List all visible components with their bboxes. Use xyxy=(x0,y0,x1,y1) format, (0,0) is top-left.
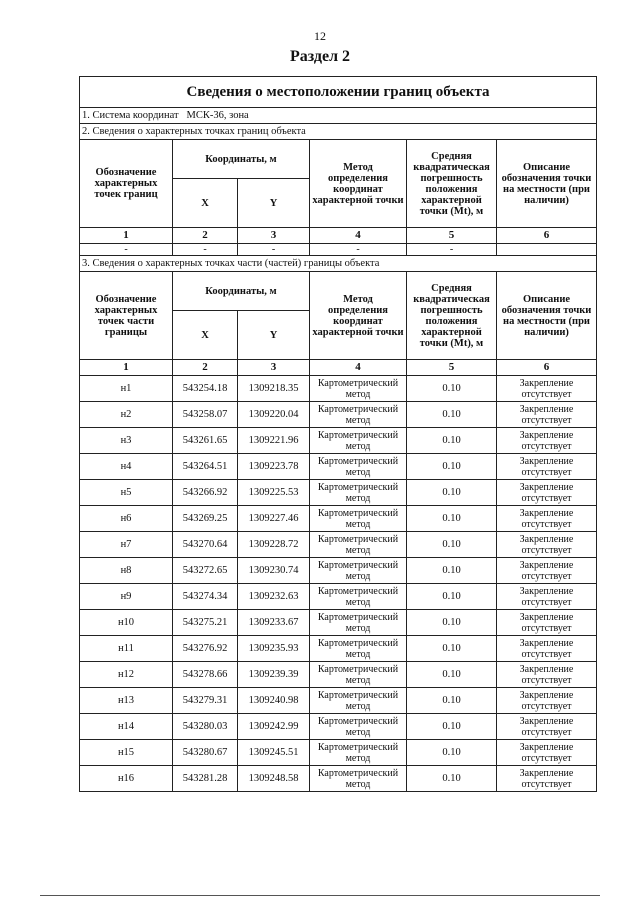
table-row xyxy=(80,584,597,610)
cell-error: 0.10 xyxy=(407,532,497,558)
header1-error: Средняя квадратическая погрешность положения характерной точки (Mt), м xyxy=(407,140,497,228)
dash-cell: - xyxy=(407,244,497,256)
cell-description: Закрепление отсутствует xyxy=(497,714,597,740)
header2-error: Средняя квадратическая погрешность положения характерной точки (Mt), м xyxy=(407,272,497,360)
col-num: 6 xyxy=(497,228,597,244)
cell-error: 0.10 xyxy=(407,558,497,584)
coordinate-system-value: МСК-36, зона xyxy=(186,110,249,121)
cell-coord-y: 1309230.74 xyxy=(238,558,310,584)
header1-description: Описание обозначения точки на местности (при наличии) xyxy=(497,140,597,228)
table-row xyxy=(80,766,597,792)
cell-point-id: н11 xyxy=(80,636,173,662)
cell-coord-x: 543254.18 xyxy=(173,376,238,402)
cell-coord-x: 543280.67 xyxy=(173,740,238,766)
cell-error: 0.10 xyxy=(407,584,497,610)
table-row xyxy=(80,740,597,766)
cell-error: 0.10 xyxy=(407,662,497,688)
cell-coord-x: 543281.28 xyxy=(173,766,238,792)
cell-method: Картометрический метод xyxy=(310,454,407,480)
section2-caption: 2. Сведения о характерных точках границ объекта xyxy=(80,124,597,140)
header2-designation: Обозначение характерных точек части границы xyxy=(80,272,173,360)
cell-method: Картометрический метод xyxy=(310,428,407,454)
cell-coord-x: 543272.65 xyxy=(173,558,238,584)
cell-description: Закрепление отсутствует xyxy=(497,428,597,454)
cell-description: Закрепление отсутствует xyxy=(497,688,597,714)
header1-x: X xyxy=(173,179,238,228)
coordinate-system xyxy=(80,108,597,124)
cell-coord-x: 543278.66 xyxy=(173,662,238,688)
cell-method: Картометрический метод xyxy=(310,766,407,792)
cell-coord-y: 1309220.04 xyxy=(238,402,310,428)
table-row xyxy=(80,714,597,740)
cell-error: 0.10 xyxy=(407,402,497,428)
cell-description: Закрепление отсутствует xyxy=(497,376,597,402)
cell-coord-x: 543280.03 xyxy=(173,714,238,740)
cell-error: 0.10 xyxy=(407,610,497,636)
cell-point-id: н4 xyxy=(80,454,173,480)
table-row xyxy=(80,428,597,454)
cell-description: Закрепление отсутствует xyxy=(497,506,597,532)
cell-method: Картометрический метод xyxy=(310,662,407,688)
cell-error: 0.10 xyxy=(407,480,497,506)
cell-point-id: н5 xyxy=(80,480,173,506)
page-bottom-rule xyxy=(40,895,600,896)
cell-coord-x: 543269.25 xyxy=(173,506,238,532)
cell-point-id: н15 xyxy=(80,740,173,766)
cell-point-id: н9 xyxy=(80,584,173,610)
page-number: 12 xyxy=(314,29,326,43)
table-title: Сведения о местоположении границ объекта xyxy=(80,77,597,108)
cell-coord-y: 1309228.72 xyxy=(238,532,310,558)
cell-method: Картометрический метод xyxy=(310,376,407,402)
cell-coord-y: 1309218.35 xyxy=(238,376,310,402)
table-row xyxy=(80,558,597,584)
section3-caption-row xyxy=(80,256,597,272)
cell-coord-y: 1309248.58 xyxy=(238,766,310,792)
header2-coords: Координаты, м xyxy=(173,272,310,311)
col-num: 6 xyxy=(497,360,597,376)
col-num: 1 xyxy=(80,360,173,376)
cell-coord-y: 1309245.51 xyxy=(238,740,310,766)
cell-coord-x: 543275.21 xyxy=(173,610,238,636)
cell-coord-x: 543279.31 xyxy=(173,688,238,714)
cell-coord-x: 543274.34 xyxy=(173,584,238,610)
table-row xyxy=(80,610,597,636)
cell-coord-y: 1309232.63 xyxy=(238,584,310,610)
coordinate-system-row xyxy=(80,108,597,124)
coordinate-system-label: 1. Система координат xyxy=(82,110,179,121)
dash-cell: - xyxy=(310,244,407,256)
cell-description: Закрепление отсутствует xyxy=(497,662,597,688)
cell-method: Картометрический метод xyxy=(310,506,407,532)
cell-coord-y: 1309221.96 xyxy=(238,428,310,454)
col-num: 5 xyxy=(407,228,497,244)
col-num: 2 xyxy=(173,360,238,376)
header1-method: Метод определения координат характерной точки xyxy=(310,140,407,228)
cell-point-id: н12 xyxy=(80,662,173,688)
header2-x: X xyxy=(173,311,238,360)
cell-method: Картометрический метод xyxy=(310,532,407,558)
cell-method: Картометрический метод xyxy=(310,558,407,584)
cell-error: 0.10 xyxy=(407,506,497,532)
cell-method: Картометрический метод xyxy=(310,584,407,610)
col-num: 3 xyxy=(238,360,310,376)
cell-error: 0.10 xyxy=(407,636,497,662)
cell-description: Закрепление отсутствует xyxy=(497,402,597,428)
section-title: Раздел 2 xyxy=(289,48,351,65)
cell-point-id: н13 xyxy=(80,688,173,714)
section3-caption: 3. Сведения о характерных точках части (частей) границы объекта xyxy=(80,256,597,272)
cell-method: Картометрический метод xyxy=(310,402,407,428)
table-row xyxy=(80,688,597,714)
cell-error: 0.10 xyxy=(407,688,497,714)
table-row xyxy=(80,480,597,506)
cell-point-id: н7 xyxy=(80,532,173,558)
cell-error: 0.10 xyxy=(407,428,497,454)
cell-coord-y: 1309223.78 xyxy=(238,454,310,480)
cell-description: Закрепление отсутствует xyxy=(497,584,597,610)
dash-cell: - xyxy=(173,244,238,256)
cell-error: 0.10 xyxy=(407,714,497,740)
cell-coord-y: 1309240.98 xyxy=(238,688,310,714)
header1-row-a xyxy=(80,140,597,179)
cell-coord-x: 543270.64 xyxy=(173,532,238,558)
table-row xyxy=(80,662,597,688)
cell-method: Картометрический метод xyxy=(310,636,407,662)
header1-y: Y xyxy=(238,179,310,228)
cell-coord-x: 543266.92 xyxy=(173,480,238,506)
cell-error: 0.10 xyxy=(407,376,497,402)
table-row xyxy=(80,402,597,428)
cell-point-id: н2 xyxy=(80,402,173,428)
cell-coord-y: 1309225.53 xyxy=(238,480,310,506)
cell-description: Закрепление отсутствует xyxy=(497,454,597,480)
cell-method: Картометрический метод xyxy=(310,714,407,740)
column-numbers-row-2 xyxy=(80,360,597,376)
header2-description: Описание обозначения точки на местности (при наличии) xyxy=(497,272,597,360)
boundary-table xyxy=(79,76,597,792)
col-num: 2 xyxy=(173,228,238,244)
cell-coord-y: 1309242.99 xyxy=(238,714,310,740)
dash-cell: - xyxy=(80,244,173,256)
cell-point-id: н16 xyxy=(80,766,173,792)
section2-caption-row xyxy=(80,124,597,140)
dash-cell xyxy=(497,244,597,256)
cell-description: Закрепление отсутствует xyxy=(497,766,597,792)
header2-row-a xyxy=(80,272,597,311)
cell-coord-y: 1309233.67 xyxy=(238,610,310,636)
cell-coord-x: 543264.51 xyxy=(173,454,238,480)
cell-point-id: н6 xyxy=(80,506,173,532)
cell-coord-x: 543258.07 xyxy=(173,402,238,428)
header2-method: Метод определения координат характерной точки xyxy=(310,272,407,360)
dash-cell: - xyxy=(238,244,310,256)
table-row xyxy=(80,636,597,662)
col-num: 4 xyxy=(310,360,407,376)
cell-method: Картометрический метод xyxy=(310,740,407,766)
cell-coord-y: 1309227.46 xyxy=(238,506,310,532)
cell-point-id: н8 xyxy=(80,558,173,584)
cell-description: Закрепление отсутствует xyxy=(497,610,597,636)
header2-y: Y xyxy=(238,311,310,360)
header1-designation: Обозначение характерных точек границ xyxy=(80,140,173,228)
cell-method: Картометрический метод xyxy=(310,610,407,636)
table-title-row xyxy=(80,77,597,108)
column-numbers-row-1 xyxy=(80,228,597,244)
cell-coord-y: 1309235.93 xyxy=(238,636,310,662)
table-row xyxy=(80,376,597,402)
table-body xyxy=(80,77,597,792)
cell-coord-y: 1309239.39 xyxy=(238,662,310,688)
col-num: 5 xyxy=(407,360,497,376)
cell-method: Картометрический метод xyxy=(310,688,407,714)
cell-description: Закрепление отсутствует xyxy=(497,636,597,662)
cell-method: Картометрический метод xyxy=(310,480,407,506)
cell-description: Закрепление отсутствует xyxy=(497,532,597,558)
table-row xyxy=(80,454,597,480)
cell-coord-x: 543276.92 xyxy=(173,636,238,662)
cell-error: 0.10 xyxy=(407,766,497,792)
cell-point-id: н10 xyxy=(80,610,173,636)
cell-error: 0.10 xyxy=(407,454,497,480)
col-num: 4 xyxy=(310,228,407,244)
cell-point-id: н14 xyxy=(80,714,173,740)
cell-point-id: н1 xyxy=(80,376,173,402)
cell-description: Закрепление отсутствует xyxy=(497,558,597,584)
cell-error: 0.10 xyxy=(407,740,497,766)
col-num: 1 xyxy=(80,228,173,244)
boundary-table-frame xyxy=(79,76,596,792)
table-row xyxy=(80,506,597,532)
cell-coord-x: 543261.65 xyxy=(173,428,238,454)
cell-point-id: н3 xyxy=(80,428,173,454)
empty-dash-row xyxy=(80,244,597,256)
col-num: 3 xyxy=(238,228,310,244)
table-row xyxy=(80,532,597,558)
cell-description: Закрепление отсутствует xyxy=(497,740,597,766)
header1-coords: Координаты, м xyxy=(173,140,310,179)
cell-description: Закрепление отсутствует xyxy=(497,480,597,506)
